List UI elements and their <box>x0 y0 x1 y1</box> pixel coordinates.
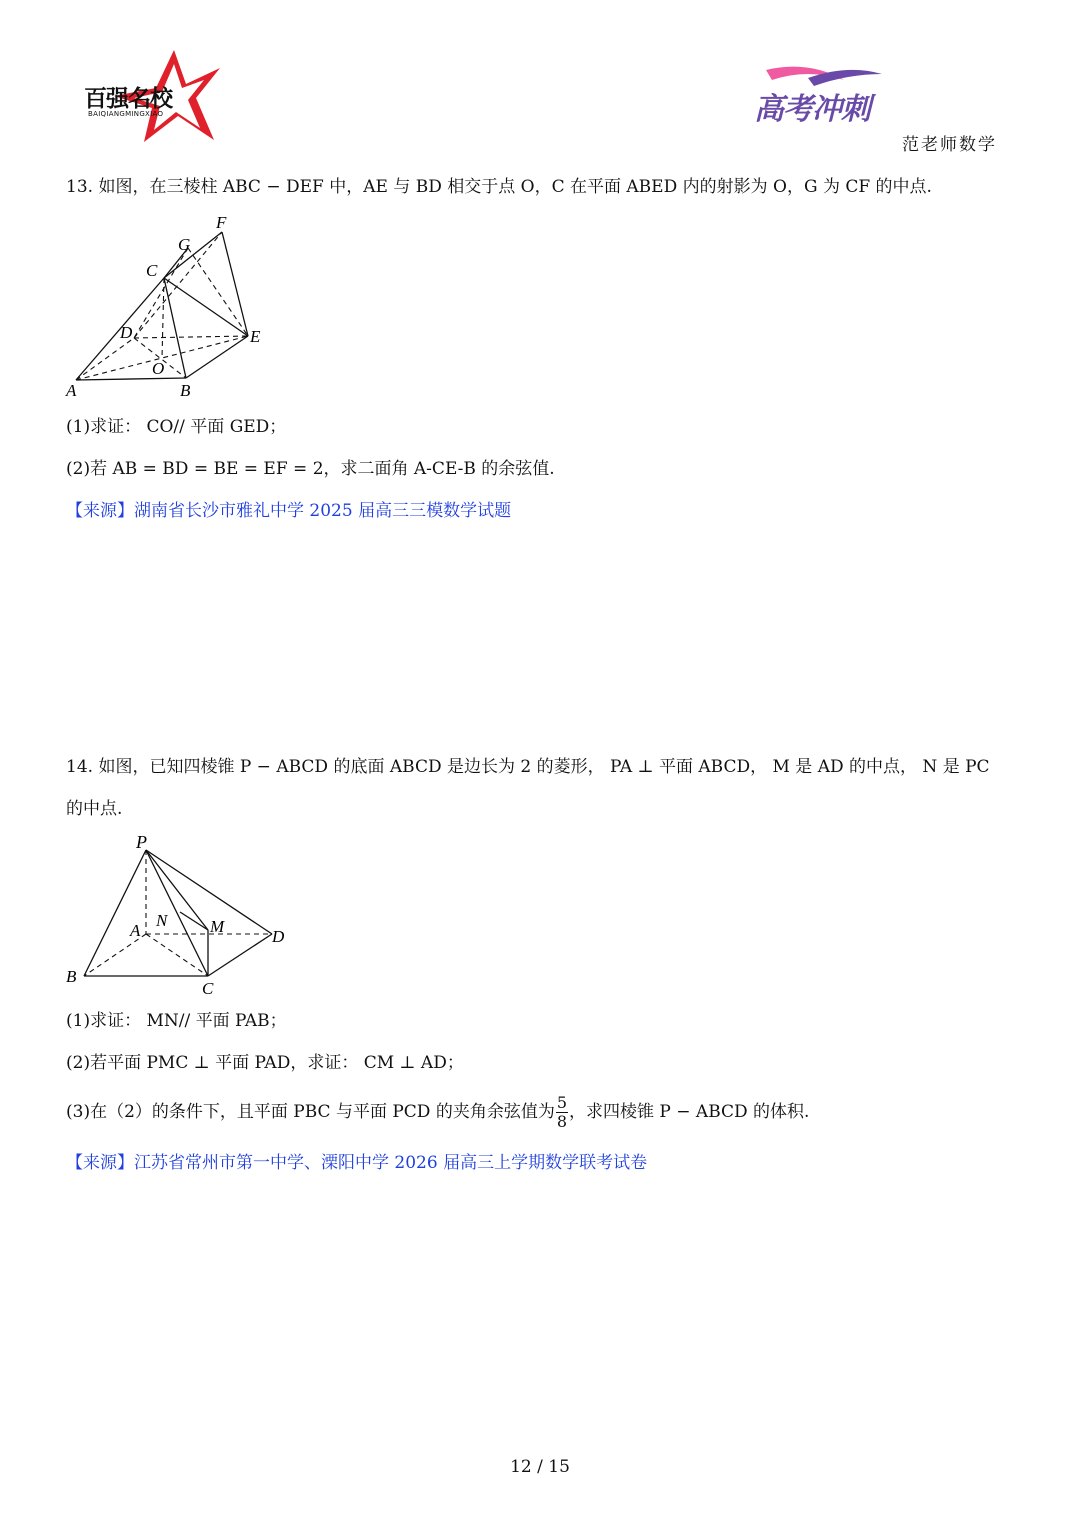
q14-fraction-denominator: 8 <box>556 1112 568 1131</box>
page-number: 12 / 15 <box>510 1457 570 1477</box>
q13-label-b: B <box>180 381 191 400</box>
logo-right-text: 高考冲刺 <box>754 92 870 127</box>
q14-fraction <box>556 1094 568 1131</box>
q14-label-n: N <box>156 911 168 930</box>
q14-label-a: A <box>130 921 141 940</box>
q13-statement: 13. 如图，在三棱柱 ABC − DEF 中，AE 与 BD 相交于点 O，C 在平面 ABED 内的射影为 O，G 为 CF 的中点. <box>66 177 932 197</box>
q13-figure <box>62 208 282 400</box>
q14-label-b: B <box>66 967 77 986</box>
q14-label-d: D <box>272 927 285 946</box>
q13-part1: (1)求证： CO// 平面 GED； <box>66 417 287 437</box>
teacher-label: 范老师数学 <box>902 135 997 155</box>
q13-label-d: D <box>120 323 133 342</box>
q13-label-g: G <box>178 235 191 254</box>
q14-part2: (2)若平面 PMC ⊥ 平面 PAD，求证： CM ⊥ AD； <box>66 1053 464 1073</box>
logo-left-subtext: BAIQIANGMINGXIAO <box>88 110 164 118</box>
q13-label-c: C <box>146 261 158 280</box>
q14-figure <box>62 828 302 1000</box>
q14-source: 【来源】江苏省常州市第一中学、溧阳中学 2026 届高三上学期数学联考试卷 <box>66 1153 648 1173</box>
q14-statement-line1: 14. 如图，已知四棱锥 P − ABCD 的底面 ABCD 是边长为 2 的菱形， PA ⊥ 平面 ABCD， M 是 AD 的中点， N 是 PC <box>66 757 990 777</box>
q14-fraction-numerator: 5 <box>556 1093 568 1112</box>
q14-part3-after: ，求四棱锥 P − ABCD 的体积. <box>569 1102 810 1122</box>
q13-label-o: O <box>152 359 165 378</box>
logo-left <box>74 44 224 148</box>
q13-source: 【来源】湖南省长沙市雅礼中学 2025 届高三三模数学试题 <box>66 501 512 521</box>
logo-right <box>748 58 898 130</box>
q14-label-c: C <box>202 979 214 998</box>
q14-label-p: P <box>136 832 147 852</box>
q13-label-e: E <box>250 327 261 346</box>
q14-part1: (1)求证： MN// 平面 PAB； <box>66 1011 287 1031</box>
q13-part2: (2)若 AB = BD = BE = EF = 2，求二面角 A-CE-B 的余弦值. <box>66 459 555 479</box>
q13-label-f: F <box>216 213 227 232</box>
q14-label-m: M <box>210 917 225 936</box>
q13-label-a: A <box>66 381 77 400</box>
q14-statement-line2: 的中点. <box>66 799 123 819</box>
logo-left-text: 百强名校 <box>84 86 172 112</box>
q14-part3-before: (3)在（2）的条件下，且平面 PBC 与平面 PCD 的夹角余弦值为 <box>66 1102 555 1122</box>
q14-part3 <box>66 1092 809 1132</box>
